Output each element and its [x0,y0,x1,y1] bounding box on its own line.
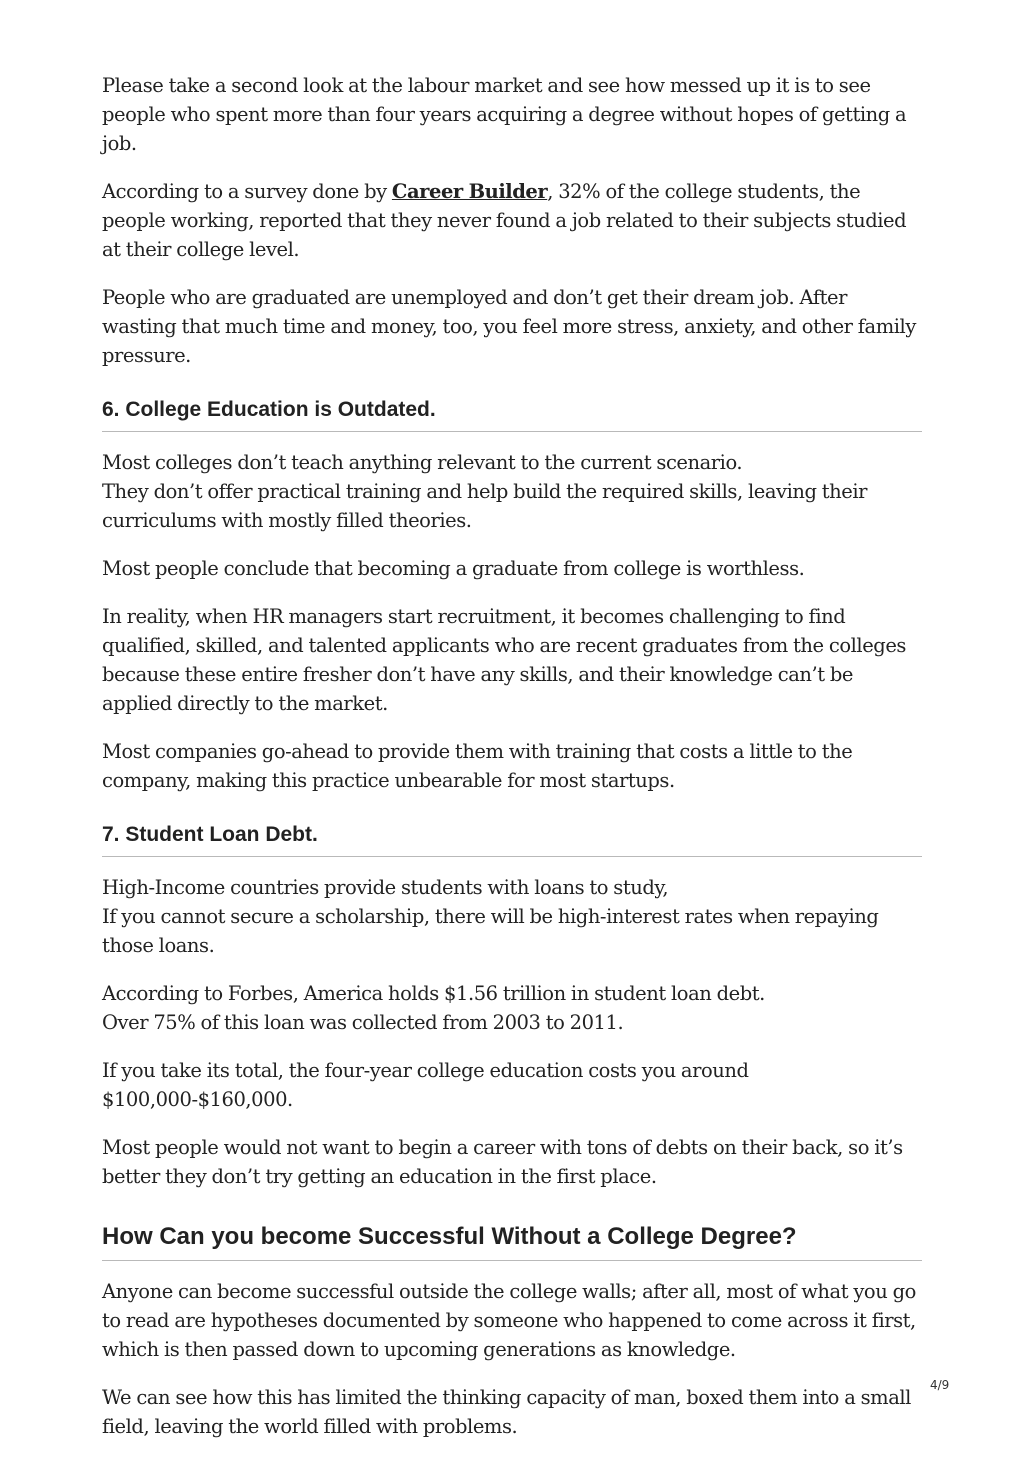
section-heading-success: How Can you become Successful Without a College Degree? [102,1222,922,1261]
line-collected: Over 75% of this loan was collected from 2003 to 2011. [102,1011,624,1034]
article-body [102,71,922,1460]
line-high-income: High-Income countries provide students with loans to study, [102,876,669,899]
line-scholarship: If you cannot secure a scholarship, there will be high-interest rates when repaying those loans. [102,905,879,957]
paragraph-loans [102,873,922,960]
line-forbes: According to Forbes, America holds $1.56 trillion in student loan debt. [102,982,765,1005]
paragraph-thinking-capacity: We can see how this has limited the thinking capacity of man, boxed them into a small field, leaving the world filled with problems. [102,1386,911,1438]
paragraph-survey [102,177,922,264]
paragraph-worthless: Most people conclude that becoming a graduate from college is worthless. [102,557,805,580]
paragraph-training-costs: Most companies go-ahead to provide them with training that costs a little to the company, making this practice unbearable for most startups. [102,740,853,792]
line-practical-training: They don’t offer practical training and help build the required skills, leaving their curriculums with mostly filled theories. [102,480,868,532]
paragraph-anyone-successful: Anyone can become successful outside the college walls; after all, most of what you go to read are hypotheses documented by someone who happened to come across it first, which is then passed down to upcoming generations as knowledge. [102,1280,916,1361]
paragraph-not-relevant [102,448,922,535]
career-builder-link[interactable]: Career Builder [391,180,548,203]
paragraph-debts: Most people would not want to begin a career with tons of debts on their back, so it’s better they don’t try getting an education in the first place. [102,1136,903,1188]
section-heading-loan-debt: 7. Student Loan Debt. [102,822,922,857]
paragraph-forbes [102,979,922,1037]
section-heading-outdated: 6. College Education is Outdated. [102,397,922,432]
paragraph-labour-market: Please take a second look at the labour market and see how messed up it is to see people who spent more than four years acquiring a degree without hopes of getting a job. [102,74,907,155]
survey-text-after: , 32% of the college students, the people working, reported that they never found a job related to their subjects studied at their college level. [102,180,907,261]
paragraph-total-cost: If you take its total, the four-year college education costs you around $100,000-$160,000. [102,1059,749,1111]
paragraph-hr-managers: In reality, when HR managers start recruitment, it becomes challenging to find qualified, skilled, and talented applicants who are recent graduates from the colleges because these entire fresher don’t have any skills, and their knowledge can’t be applied directly to the market. [102,605,906,715]
line-not-relevant: Most colleges don’t teach anything relevant to the current scenario. [102,451,743,474]
page-number: 4/9 [930,1378,950,1392]
survey-text-before: According to a survey done by [102,180,392,203]
paragraph-unemployed: People who are graduated are unemployed and don’t get their dream job. After wasting that much time and money, too, you feel more stress, anxiety, and other family pressure. [102,286,916,367]
